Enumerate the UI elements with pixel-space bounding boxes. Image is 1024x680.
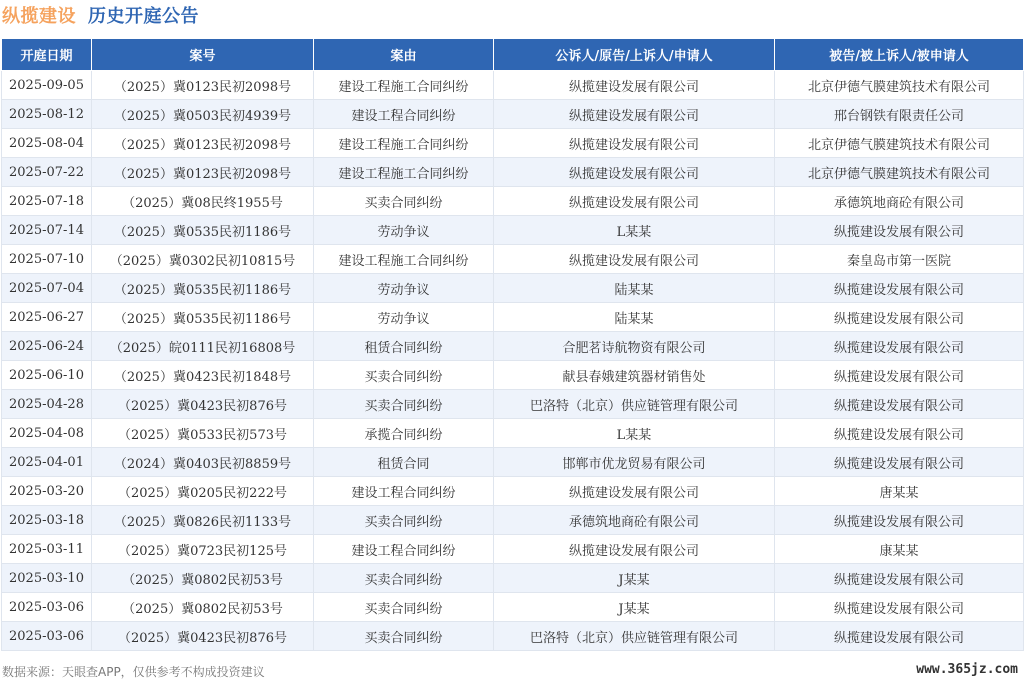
table-row [2,419,1024,448]
column-header-case-number: 案号 [92,39,314,71]
date-cell: 2025-04-08 [2,419,92,448]
cause-cell: 建设工程合同纠纷 [314,100,494,129]
date-cell: 2025-08-12 [2,100,92,129]
defendant-cell: 北京伊德气膜建筑技术有限公司 [775,129,1024,158]
date-cell: 2025-03-06 [2,593,92,622]
cause-cell: 承揽合同纠纷 [314,419,494,448]
cause-cell: 租赁合同纠纷 [314,332,494,361]
date-cell: 2025-06-10 [2,361,92,390]
cause-cell: 建设工程施工合同纠纷 [314,129,494,158]
page-title-bar [0,0,1024,30]
plaintiff-cell: 献县春娥建筑器材销售处 [494,361,775,390]
table-row [2,448,1024,477]
table-row [2,100,1024,129]
plaintiff-cell: 纵揽建设发展有限公司 [494,129,775,158]
case-number-cell: （2025）冀08民终1955号 [92,187,314,216]
plaintiff-cell: 纵揽建设发展有限公司 [494,187,775,216]
case-number-cell: （2025）冀0535民初1186号 [92,274,314,303]
column-header-defendant: 被告/被上诉人/被申请人 [775,39,1024,71]
table-row [2,361,1024,390]
cause-cell: 建设工程合同纠纷 [314,535,494,564]
page-title: 历史开庭公告 [88,6,199,27]
table-row [2,564,1024,593]
table-row [2,535,1024,564]
plaintiff-cell: 承德筑地商砼有限公司 [494,506,775,535]
column-header-date: 开庭日期 [2,39,92,71]
date-cell: 2025-04-01 [2,448,92,477]
footer [0,661,1024,680]
table-row [2,216,1024,245]
table-row [2,245,1024,274]
date-cell: 2025-03-11 [2,535,92,564]
defendant-cell: 纵揽建设发展有限公司 [775,332,1024,361]
case-number-cell: （2025）冀0503民初4939号 [92,100,314,129]
defendant-cell: 承德筑地商砼有限公司 [775,187,1024,216]
column-header-cause: 案由 [314,39,494,71]
case-number-cell: （2025）冀0423民初876号 [92,622,314,651]
table-row [2,129,1024,158]
table-row [2,71,1024,100]
table-body [2,71,1024,651]
case-number-cell: （2025）冀0535民初1186号 [92,216,314,245]
cause-cell: 劳动争议 [314,274,494,303]
plaintiff-cell: 邯郸市优龙贸易有限公司 [494,448,775,477]
plaintiff-cell: J某某 [494,564,775,593]
cause-cell: 劳动争议 [314,216,494,245]
plaintiff-cell: J某某 [494,593,775,622]
plaintiff-cell: 巴洛特（北京）供应链管理有限公司 [494,390,775,419]
case-number-cell: （2025）冀0802民初53号 [92,593,314,622]
case-number-cell: （2025）冀0533民初573号 [92,419,314,448]
case-number-cell: （2025）冀0302民初10815号 [92,245,314,274]
defendant-cell: 纵揽建设发展有限公司 [775,361,1024,390]
date-cell: 2025-07-18 [2,187,92,216]
cause-cell: 建设工程施工合同纠纷 [314,158,494,187]
defendant-cell: 纵揽建设发展有限公司 [775,274,1024,303]
defendant-cell: 唐某某 [775,477,1024,506]
case-number-cell: （2025）冀0723民初125号 [92,535,314,564]
table-row [2,187,1024,216]
date-cell: 2025-08-04 [2,129,92,158]
date-cell: 2025-07-14 [2,216,92,245]
date-cell: 2025-04-28 [2,390,92,419]
column-header-plaintiff: 公诉人/原告/上诉人/申请人 [494,39,775,71]
case-number-cell: （2025）冀0205民初222号 [92,477,314,506]
company-name: 纵揽建设 [2,6,76,27]
case-number-cell: （2025）皖0111民初16808号 [92,332,314,361]
date-cell: 2025-03-06 [2,622,92,651]
defendant-cell: 纵揽建设发展有限公司 [775,622,1024,651]
defendant-cell: 康某某 [775,535,1024,564]
table-row [2,593,1024,622]
cause-cell: 买卖合同纠纷 [314,390,494,419]
plaintiff-cell: L某某 [494,216,775,245]
date-cell: 2025-07-22 [2,158,92,187]
defendant-cell: 纵揽建设发展有限公司 [775,448,1024,477]
defendant-cell: 纵揽建设发展有限公司 [775,506,1024,535]
defendant-cell: 纵揽建设发展有限公司 [775,216,1024,245]
defendant-cell: 纵揽建设发展有限公司 [775,564,1024,593]
defendant-cell: 纵揽建设发展有限公司 [775,419,1024,448]
plaintiff-cell: 纵揽建设发展有限公司 [494,477,775,506]
cause-cell: 建设工程施工合同纠纷 [314,245,494,274]
defendant-cell: 邢台钢铁有限责任公司 [775,100,1024,129]
plaintiff-cell: L某某 [494,419,775,448]
cause-cell: 建设工程合同纠纷 [314,477,494,506]
case-number-cell: （2024）冀0403民初8859号 [92,448,314,477]
plaintiff-cell: 陆某某 [494,303,775,332]
table-row [2,477,1024,506]
plaintiff-cell: 纵揽建设发展有限公司 [494,100,775,129]
table-row [2,332,1024,361]
defendant-cell: 纵揽建设发展有限公司 [775,303,1024,332]
case-number-cell: （2025）冀0423民初1848号 [92,361,314,390]
defendant-cell: 北京伊德气膜建筑技术有限公司 [775,71,1024,100]
plaintiff-cell: 巴洛特（北京）供应链管理有限公司 [494,622,775,651]
plaintiff-cell: 合肥茗诗航物资有限公司 [494,332,775,361]
case-number-cell: （2025）冀0123民初2098号 [92,129,314,158]
table-row [2,622,1024,651]
date-cell: 2025-03-20 [2,477,92,506]
date-cell: 2025-09-05 [2,71,92,100]
table-row [2,158,1024,187]
defendant-cell: 北京伊德气膜建筑技术有限公司 [775,158,1024,187]
date-cell: 2025-03-10 [2,564,92,593]
date-cell: 2025-06-24 [2,332,92,361]
cause-cell: 买卖合同纠纷 [314,361,494,390]
cause-cell: 买卖合同纠纷 [314,187,494,216]
table-row [2,303,1024,332]
date-cell: 2025-03-18 [2,506,92,535]
plaintiff-cell: 陆某某 [494,274,775,303]
table-row [2,506,1024,535]
table-header-row [2,39,1024,71]
defendant-cell: 纵揽建设发展有限公司 [775,390,1024,419]
date-cell: 2025-06-27 [2,303,92,332]
case-number-cell: （2025）冀0535民初1186号 [92,303,314,332]
cause-cell: 劳动争议 [314,303,494,332]
case-number-cell: （2025）冀0123民初2098号 [92,158,314,187]
date-cell: 2025-07-04 [2,274,92,303]
cause-cell: 买卖合同纠纷 [314,564,494,593]
case-number-cell: （2025）冀0123民初2098号 [92,71,314,100]
defendant-cell: 纵揽建设发展有限公司 [775,593,1024,622]
data-source-note: 数据来源：天眼查APP，仅供参考不构成投资建议 [2,665,265,679]
cause-cell: 租赁合同 [314,448,494,477]
defendant-cell: 秦皇岛市第一医院 [775,245,1024,274]
plaintiff-cell: 纵揽建设发展有限公司 [494,158,775,187]
case-number-cell: （2025）冀0826民初1133号 [92,506,314,535]
plaintiff-cell: 纵揽建设发展有限公司 [494,245,775,274]
cause-cell: 买卖合同纠纷 [314,506,494,535]
cause-cell: 建设工程施工合同纠纷 [314,71,494,100]
cause-cell: 买卖合同纠纷 [314,593,494,622]
table-row [2,274,1024,303]
case-number-cell: （2025）冀0802民初53号 [92,564,314,593]
date-cell: 2025-07-10 [2,245,92,274]
cause-cell: 买卖合同纠纷 [314,622,494,651]
case-number-cell: （2025）冀0423民初876号 [92,390,314,419]
plaintiff-cell: 纵揽建设发展有限公司 [494,71,775,100]
table-row [2,390,1024,419]
hearing-announcements-table [1,38,1024,651]
site-watermark: www.365jz.com [916,662,1018,677]
plaintiff-cell: 纵揽建设发展有限公司 [494,535,775,564]
